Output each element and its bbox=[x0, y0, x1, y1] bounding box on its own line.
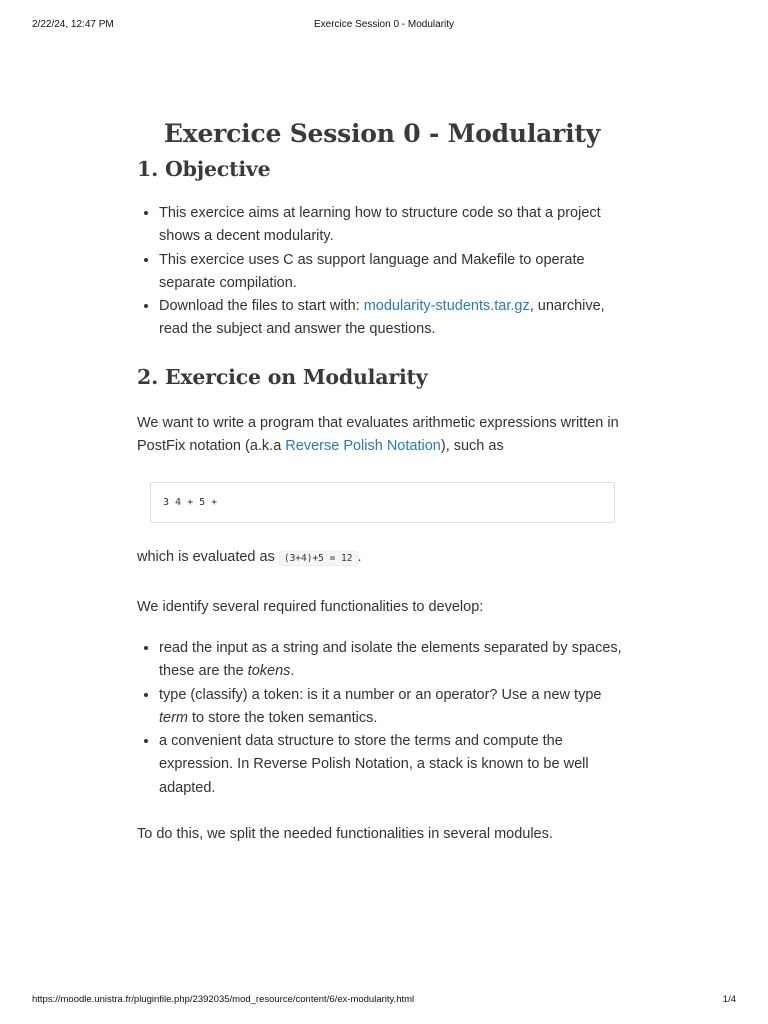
list-item bbox=[159, 295, 627, 342]
paragraph-text: which is evaluated as bbox=[137, 549, 279, 566]
emphasis-text: tokens bbox=[247, 663, 291, 680]
paragraph-text: We want to write a program that evaluates arithmetic expressions written in PostFix notation (a.k.a bbox=[137, 414, 619, 455]
print-datetime: 2/22/24, 12:47 PM bbox=[32, 19, 114, 30]
list-item bbox=[159, 684, 627, 731]
emphasis-text: term bbox=[159, 709, 188, 726]
list-item-text: Download the files to start with: bbox=[159, 298, 364, 315]
code-block: 3 4 + 5 + bbox=[150, 482, 615, 523]
paragraph-evaluated bbox=[137, 546, 627, 570]
document-content bbox=[137, 110, 627, 846]
print-url: https://moodle.unistra.fr/pluginfile.php/2392035/mod_resource/content/6/ex-modularity.html bbox=[32, 994, 415, 1005]
list-item-text: to store the token semantics. bbox=[188, 709, 378, 726]
list-item-text: type (classify) a token: is it a number or an operator? Use a new type bbox=[159, 686, 602, 703]
list-item-text: This exercice aims at learning how to structure code so that a project shows a decent modularity. bbox=[159, 205, 601, 245]
reverse-polish-notation-link[interactable]: Reverse Polish Notation bbox=[285, 438, 441, 455]
document-title: Exercice Session 0 - Modularity bbox=[163, 119, 601, 148]
list-item-text: This exercice uses C as support language and Makefile to operate separate compilation. bbox=[159, 251, 585, 291]
functionalities-list bbox=[137, 637, 627, 800]
paragraph-text: . bbox=[357, 549, 362, 566]
list-item-text: a convenient data structure to store the terms and compute the expression. In Reverse Polish Notation, a stack is known to be well adapted. bbox=[159, 733, 589, 796]
download-archive-link[interactable]: modularity-students.tar.gz bbox=[363, 298, 530, 315]
list-item bbox=[159, 637, 627, 684]
paragraph-split: To do this, we split the needed functionalities in several modules. bbox=[137, 826, 553, 843]
list-item bbox=[159, 202, 627, 249]
print-page-number: 1/4 bbox=[722, 994, 736, 1005]
objective-list bbox=[137, 202, 627, 342]
list-item-text: , unarchive, read the subject and answer the questions. bbox=[159, 298, 605, 338]
list-item bbox=[159, 249, 627, 296]
print-footer bbox=[32, 993, 736, 1007]
paragraph-text: ), such as bbox=[440, 438, 504, 455]
list-item-text: . bbox=[290, 663, 295, 680]
inline-code: (3+4)+5 = 12 bbox=[279, 551, 358, 566]
list-item-text: read the input as a string and isolate the elements separated by spaces, these are the bbox=[159, 639, 622, 680]
section-heading-exercise: 2. Exercice on Modularity bbox=[137, 364, 428, 389]
paragraph-identify: We identify several required functionalities to develop: bbox=[137, 598, 484, 615]
print-header bbox=[32, 18, 736, 32]
section-heading-objective: 1. Objective bbox=[137, 157, 271, 181]
paragraph-intro bbox=[137, 412, 627, 459]
list-item bbox=[159, 730, 627, 800]
print-page-title: Exercice Session 0 - Modularity bbox=[313, 19, 455, 30]
